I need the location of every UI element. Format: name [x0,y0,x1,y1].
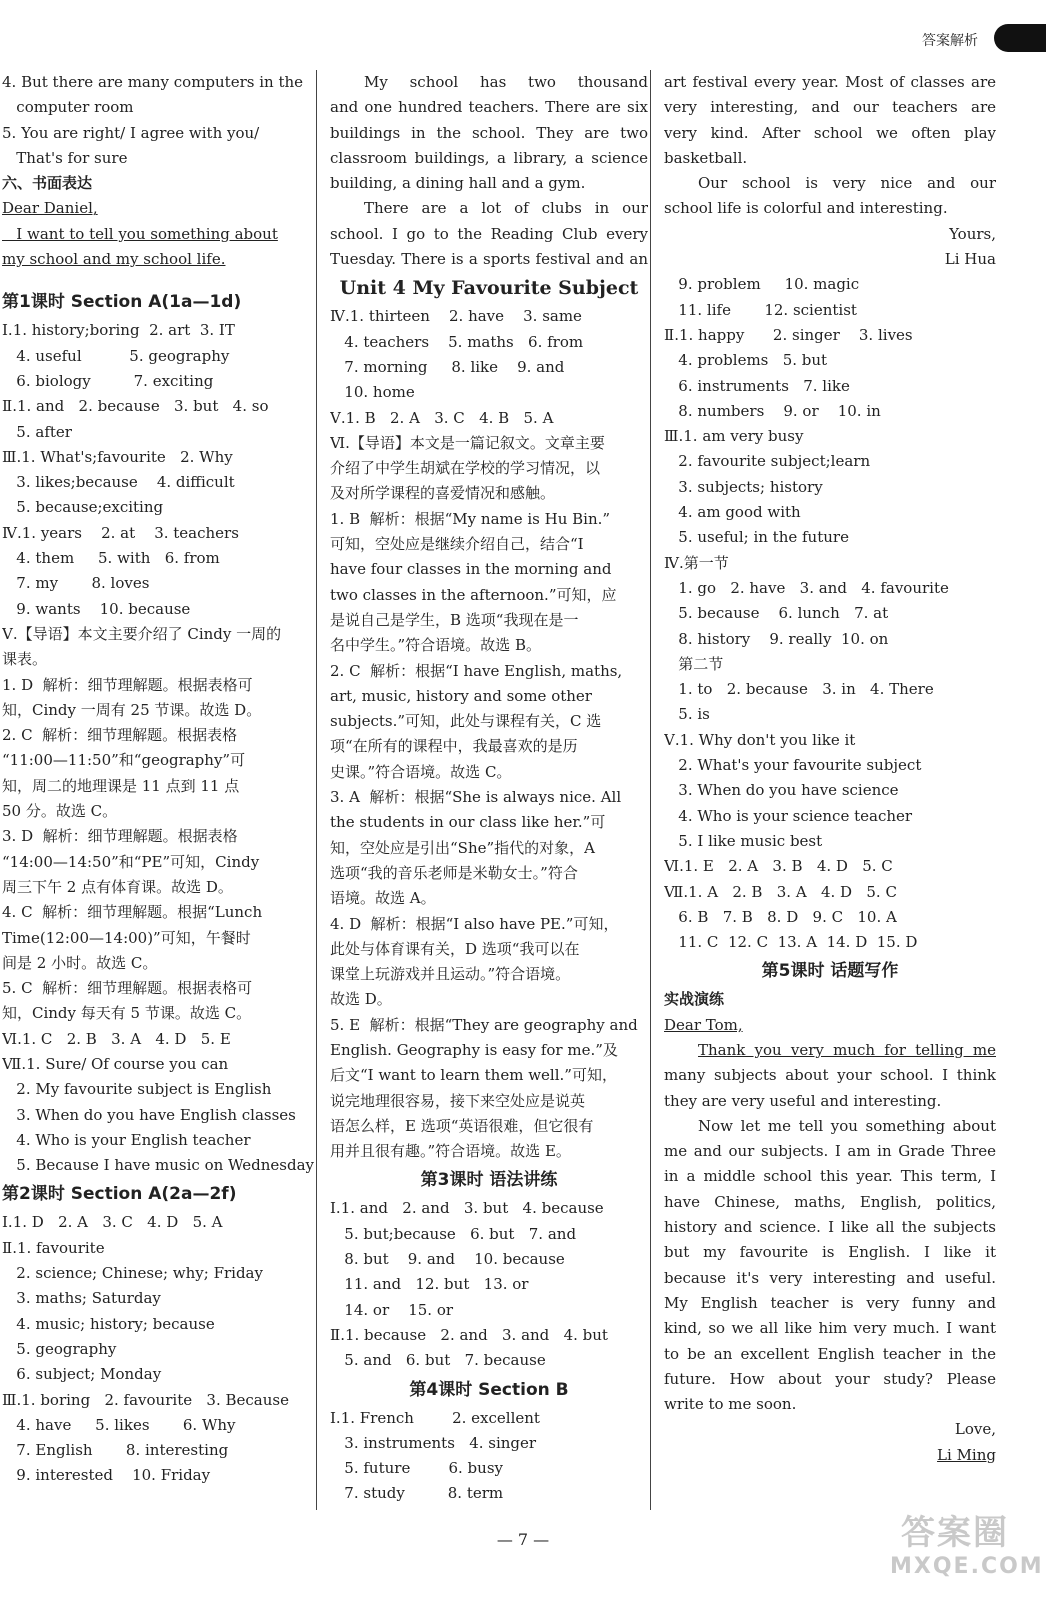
answer-line: 8. but 9. and 10. because [330,1250,565,1269]
explanation-line: 周三下午 2 点有体育课。故选 D。 [2,877,233,896]
answer-line: Ⅴ.1. B 2. A 3. C 4. B 5. A [330,408,554,427]
answer-line: 5. Because I have music on Wednesday [2,1156,314,1175]
watermark-url: MXQE.COM [890,1554,1044,1579]
answer-line: 8. numbers 9. or 10. in [664,401,881,420]
answer-line: 9. wants 10. because [2,599,191,618]
explanation-line: 知，Cindy 每天有 5 节课。故选 C。 [2,1004,252,1023]
essay-line: My English teacher is very funny and [664,1293,996,1312]
column-middle [330,70,648,1507]
essay-line: basketball. [664,148,748,167]
answer-line: Ⅱ.1. favourite [2,1238,105,1257]
answer-line: 9. interested 10. Friday [2,1466,211,1485]
answer-line: Ⅱ.1. and 2. because 3. but 4. so [2,397,269,416]
answer-line: 2. My favourite subject is English [2,1080,272,1099]
explanation-line: 后文“I want to learn them well.”可知， [330,1066,617,1085]
explanation-line: Ⅵ.【导语】本文是一篇记叙文。文章主要 [330,433,605,452]
text-line: 4. But there are many computers in the [2,73,304,91]
answer-line: 3. When do you have science [664,781,899,800]
answer-line: 5. but;because 6. but 7. and [330,1224,577,1243]
explanation-line: subjects.”可知，此处与课程有关，C 选 [330,712,602,731]
answer-line: 4. problems 5. but [664,351,828,370]
explanation-line: “14:00—14:50”和“PE”可知，Cindy [2,852,260,871]
explanation-line: have four classes in the morning and [330,560,612,579]
letter-closing: Love, [954,1420,996,1439]
answer-line: Ⅰ.1. French 2. excellent [330,1408,540,1427]
letter-salutation: Dear Daniel, [2,199,98,218]
explanation-line: 名中学生。”符合语境。故选 B。 [330,636,541,655]
answer-line: 6. B 7. B 8. D 9. C 10. A [664,907,897,926]
text-line: I want to tell you something about [2,224,278,243]
essay-line: and one hundred teachers. There are six [330,98,648,117]
explanation-line: 是说自己是学生，B 选项“我现在是一 [330,610,579,629]
answer-line: 7. study 8. term [330,1484,504,1503]
answer-line: 8. history 9. really 10. on [664,629,889,648]
letter-salutation: Dear Tom, [664,1015,743,1034]
explanation-line: two classes in the afternoon.”可知，应 [330,585,617,604]
answer-line: 6. instruments 7. like [664,376,850,395]
answer-line: 9. problem 10. magic [664,275,860,294]
lesson-heading: 第2课时 Section A(2a—2f) [2,1184,237,1205]
essay-line: but my favourite is English. I like it [664,1243,996,1262]
spacer [2,272,318,286]
explanation-line: 4. D 解析：根据“I also have PE.”可知， [330,914,619,933]
answer-line: Ⅳ.1. years 2. at 3. teachers [2,523,239,542]
lesson-heading: 第1课时 Section A(1a—1d) [2,292,242,313]
explanation-line: art, music, history and some other [330,686,592,705]
essay-line: buildings in the school. They are two [330,123,648,142]
text-line: That's for sure [2,148,128,167]
answer-line: 第二节 [664,654,724,673]
unit-title: Unit 4 My Favourite Subject [339,277,639,300]
answer-line: 14. or 15. or [330,1300,454,1319]
explanation-line: “11:00—11:50”和“geography”可 [2,751,246,770]
text-line: computer room [2,98,134,117]
letter-signature: Li Ming [937,1445,996,1464]
explanation-line: 可知，空处应是继续介绍自己，结合“I [330,535,584,554]
explanation-line: 2. C 解析：根据“I have English, maths, [330,661,623,680]
explanation-line: 此处与体育课有关，D 选项“我可以在 [330,939,580,958]
watermark-logo [890,1505,1044,1585]
essay-line: classroom buildings, a library, a science [330,148,648,167]
answer-line: Ⅶ.1. Sure/ Of course you can [2,1054,229,1073]
explanation-line: English. Geography is easy for me.”及 [330,1040,618,1059]
header-tab-marker [994,24,1046,52]
essay-line: school life is colorful and interesting. [664,199,948,218]
answer-line: 7. English 8. interesting [2,1441,229,1460]
answer-line: 4. useful 5. geography [2,346,230,365]
lesson-heading: 第3课时 语法讲练 [420,1170,558,1191]
answer-line: Ⅴ.1. Why don't you like it [664,730,856,749]
explanation-line: 项“在所有的课程中，我最喜欢的是历 [330,737,578,756]
answer-line: 5. because 6. lunch 7. at [664,604,889,623]
answer-line: Ⅲ.1. am very busy [664,427,804,446]
answer-line: Ⅳ.1. thirteen 2. have 3. same [330,307,582,326]
explanation-line: 4. C 解析：细节理解题。根据“Lunch [2,903,263,922]
explanation-line: 知，周二的地理课是 11 点到 11 点 [2,776,240,795]
explanation-line: 1. D 解析：细节理解题。根据表格可 [2,675,253,694]
essay-line: Our school is very nice and our [698,174,996,193]
explanation-line: 课表。 [2,650,48,669]
explanation-line: 选项“我的音乐老师是米勒女士。”符合 [330,863,578,882]
subsection-heading: 实战演练 [664,990,725,1009]
explanation-line: 5. E 解析：根据“They are geography and [330,1015,638,1034]
explanation-line: 故选 D。 [330,990,392,1009]
answer-line: 2. favourite subject;learn [664,452,871,471]
answer-line: Ⅰ.1. D 2. A 3. C 4. D 5. A [2,1213,223,1232]
explanation-line: 用并且很有趣。”符合语境。故选 E。 [330,1142,571,1161]
answer-line: 2. science; Chinese; why; Friday [2,1264,263,1283]
answer-line: 5. future 6. busy [330,1459,503,1478]
explanation-line: 2. C 解析：细节理解题。根据表格 [2,726,238,745]
answer-line: Ⅲ.1. boring 2. favourite 3. Because [2,1390,289,1409]
answer-line: Ⅶ.1. A 2. B 3. A 4. D 5. C [664,882,897,901]
answer-line: 5. geography [2,1339,117,1358]
answer-line: 5. because;exciting [2,498,164,517]
essay-line: to be an excellent English teacher in the [664,1344,996,1363]
explanation-line: 知，空处应是引出“She”指代的对象，A [330,838,595,857]
essay-line: future. How about your study? Please [664,1369,996,1388]
answer-line: 4. Who is your science teacher [664,806,913,825]
answer-line: 4. Who is your English teacher [2,1130,251,1149]
text-line: 5. You are right/ I agree with you/ [2,123,260,142]
essay-line: history and science. I like all the subjects [664,1218,996,1237]
explanation-line: 1. B 解析：根据“My name is Hu Bin.” [330,509,611,528]
page-number: — 7 — [496,1530,550,1549]
essay-line: There are a lot of clubs in our [364,199,648,218]
answer-line: 2. What's your favourite subject [664,756,922,775]
explanation-line: 3. A 解析：根据“She is always nice. All [330,788,622,807]
essay-line: building, a dining hall and a gym. [330,174,586,193]
explanation-line: 语境。故选 A。 [330,889,436,908]
essay-line: because it's very interesting and useful. [664,1268,996,1287]
essay-line: Thank you very much for telling me [698,1040,996,1059]
explanation-line: Time(12:00—14:00)”可知，午餐时 [2,928,251,947]
answer-line: 5. useful; in the future [664,528,849,547]
answer-line: 6. subject; Monday [2,1365,162,1384]
answer-line: 5. is [664,705,710,724]
essay-line: me and our subjects. I am in Grade Three [664,1142,996,1161]
essay-line: Tuesday. There is a sports festival and an [330,250,648,269]
answer-line: 4. music; history; because [2,1314,215,1333]
answer-line: 3. maths; Saturday [2,1289,161,1308]
answer-line: 11. and 12. but 13. or [330,1275,529,1294]
answer-line: 3. likes;because 4. difficult [2,473,235,492]
essay-line: have Chinese, maths, English, politics, [664,1192,996,1211]
explanation-line: 间是 2 小时。故选 C。 [2,953,158,972]
explanation-line: 介绍了中学生胡斌在学校的学习情况，以 [330,459,601,478]
column-right [664,70,996,1468]
letter-signature: Li Hua [944,250,996,269]
lesson-heading: 第5课时 话题写作 [761,961,899,982]
watermark-text: 答案圈 [901,1513,1009,1553]
explanation-line: Ⅴ.【导语】本文主要介绍了 Cindy 一周的 [2,624,282,643]
explanation-line: 3. D 解析：细节理解题。根据表格 [2,827,238,846]
essay-line: very interesting, and our teachers are [664,98,996,117]
essay-line: kind, so we all like him very much. I want [664,1319,996,1338]
answer-line: Ⅰ.1. history;boring 2. art 3. IT [2,321,235,340]
answer-line: 4. them 5. with 6. from [2,549,220,568]
explanation-line: 课堂上玩游戏并且运动。”符合语境。 [330,965,571,984]
answer-line: Ⅲ.1. What's;favourite 2. Why [2,447,233,466]
answer-line: 7. my 8. loves [2,574,150,593]
explanation-line: the students in our class like her.”可 [330,813,606,832]
essay-line: very kind. After school we often play [664,123,996,142]
answer-line: 7. morning 8. like 9. and [330,357,565,376]
essay-line: they are very useful and interesting. [664,1091,942,1110]
answer-line: 3. When do you have English classes [2,1105,296,1124]
header-title: 答案解析 [922,33,978,49]
answer-line: 3. instruments 4. singer [330,1433,537,1452]
answer-line: 4. am good with [664,503,801,522]
explanation-line: 50 分。故选 C。 [2,802,118,821]
answer-line: 4. teachers 5. maths 6. from [330,332,584,351]
answer-line: 5. after [2,422,72,441]
explanation-line: 史课。”符合语境。故选 C。 [330,762,512,781]
answer-line: 5. and 6. but 7. because [330,1351,546,1370]
answer-line: Ⅱ.1. happy 2. singer 3. lives [664,325,913,344]
lesson-heading: 第4课时 Section B [409,1379,569,1400]
essay-line: write to me soon. [664,1395,797,1414]
answer-line: Ⅱ.1. because 2. and 3. and 4. but [330,1325,608,1344]
section-heading: 六、书面表达 [2,174,93,193]
answer-line: 10. home [330,383,415,402]
column-divider-right [650,70,651,1510]
answer-line: 3. subjects; history [664,477,823,496]
essay-line: Now let me tell you something about [698,1116,996,1135]
answer-line: Ⅰ.1. and 2. and 3. but 4. because [330,1199,604,1218]
answer-line: 1. to 2. because 3. in 4. There [664,680,934,699]
essay-line: art festival every year. Most of classes are [664,73,996,91]
column-left [2,70,318,1489]
explanation-line: 语怎么样，E 选项“英语很难，但它很有 [330,1116,594,1135]
answer-line: Ⅵ.1. E 2. A 3. B 4. D 5. C [664,857,893,876]
text-line: my school and my school life. [2,250,226,269]
answer-line: 1. go 2. have 3. and 4. favourite [664,578,949,597]
answer-line: Ⅵ.1. C 2. B 3. A 4. D 5. E [2,1029,231,1048]
answer-line: 5. I like music best [664,831,823,850]
answer-line: 6. biology 7. exciting [2,371,214,390]
answer-line: Ⅳ.第一节 [664,553,729,572]
explanation-line: 5. C 解析：细节理解题。根据表格可 [2,979,253,998]
answer-line: 4. have 5. likes 6. Why [2,1415,236,1434]
explanation-line: 知，Cindy 一周有 25 节课。故选 D。 [2,700,262,719]
essay-line: many subjects about your school. I think [664,1066,996,1085]
essay-line: in a middle school this year. This term, I [664,1167,996,1186]
explanation-line: 及对所学课程的喜爱情况和感触。 [330,484,556,503]
answer-line: 11. life 12. scientist [664,300,857,319]
essay-line: school. I go to the Reading Club every [330,224,648,243]
essay-line: My school has two thousand [364,73,648,91]
answer-line: 11. C 12. C 13. A 14. D 15. D [664,933,918,952]
explanation-line: 说完地理很容易，接下来空处应是说英 [330,1091,586,1110]
letter-closing: Yours, [949,224,996,243]
